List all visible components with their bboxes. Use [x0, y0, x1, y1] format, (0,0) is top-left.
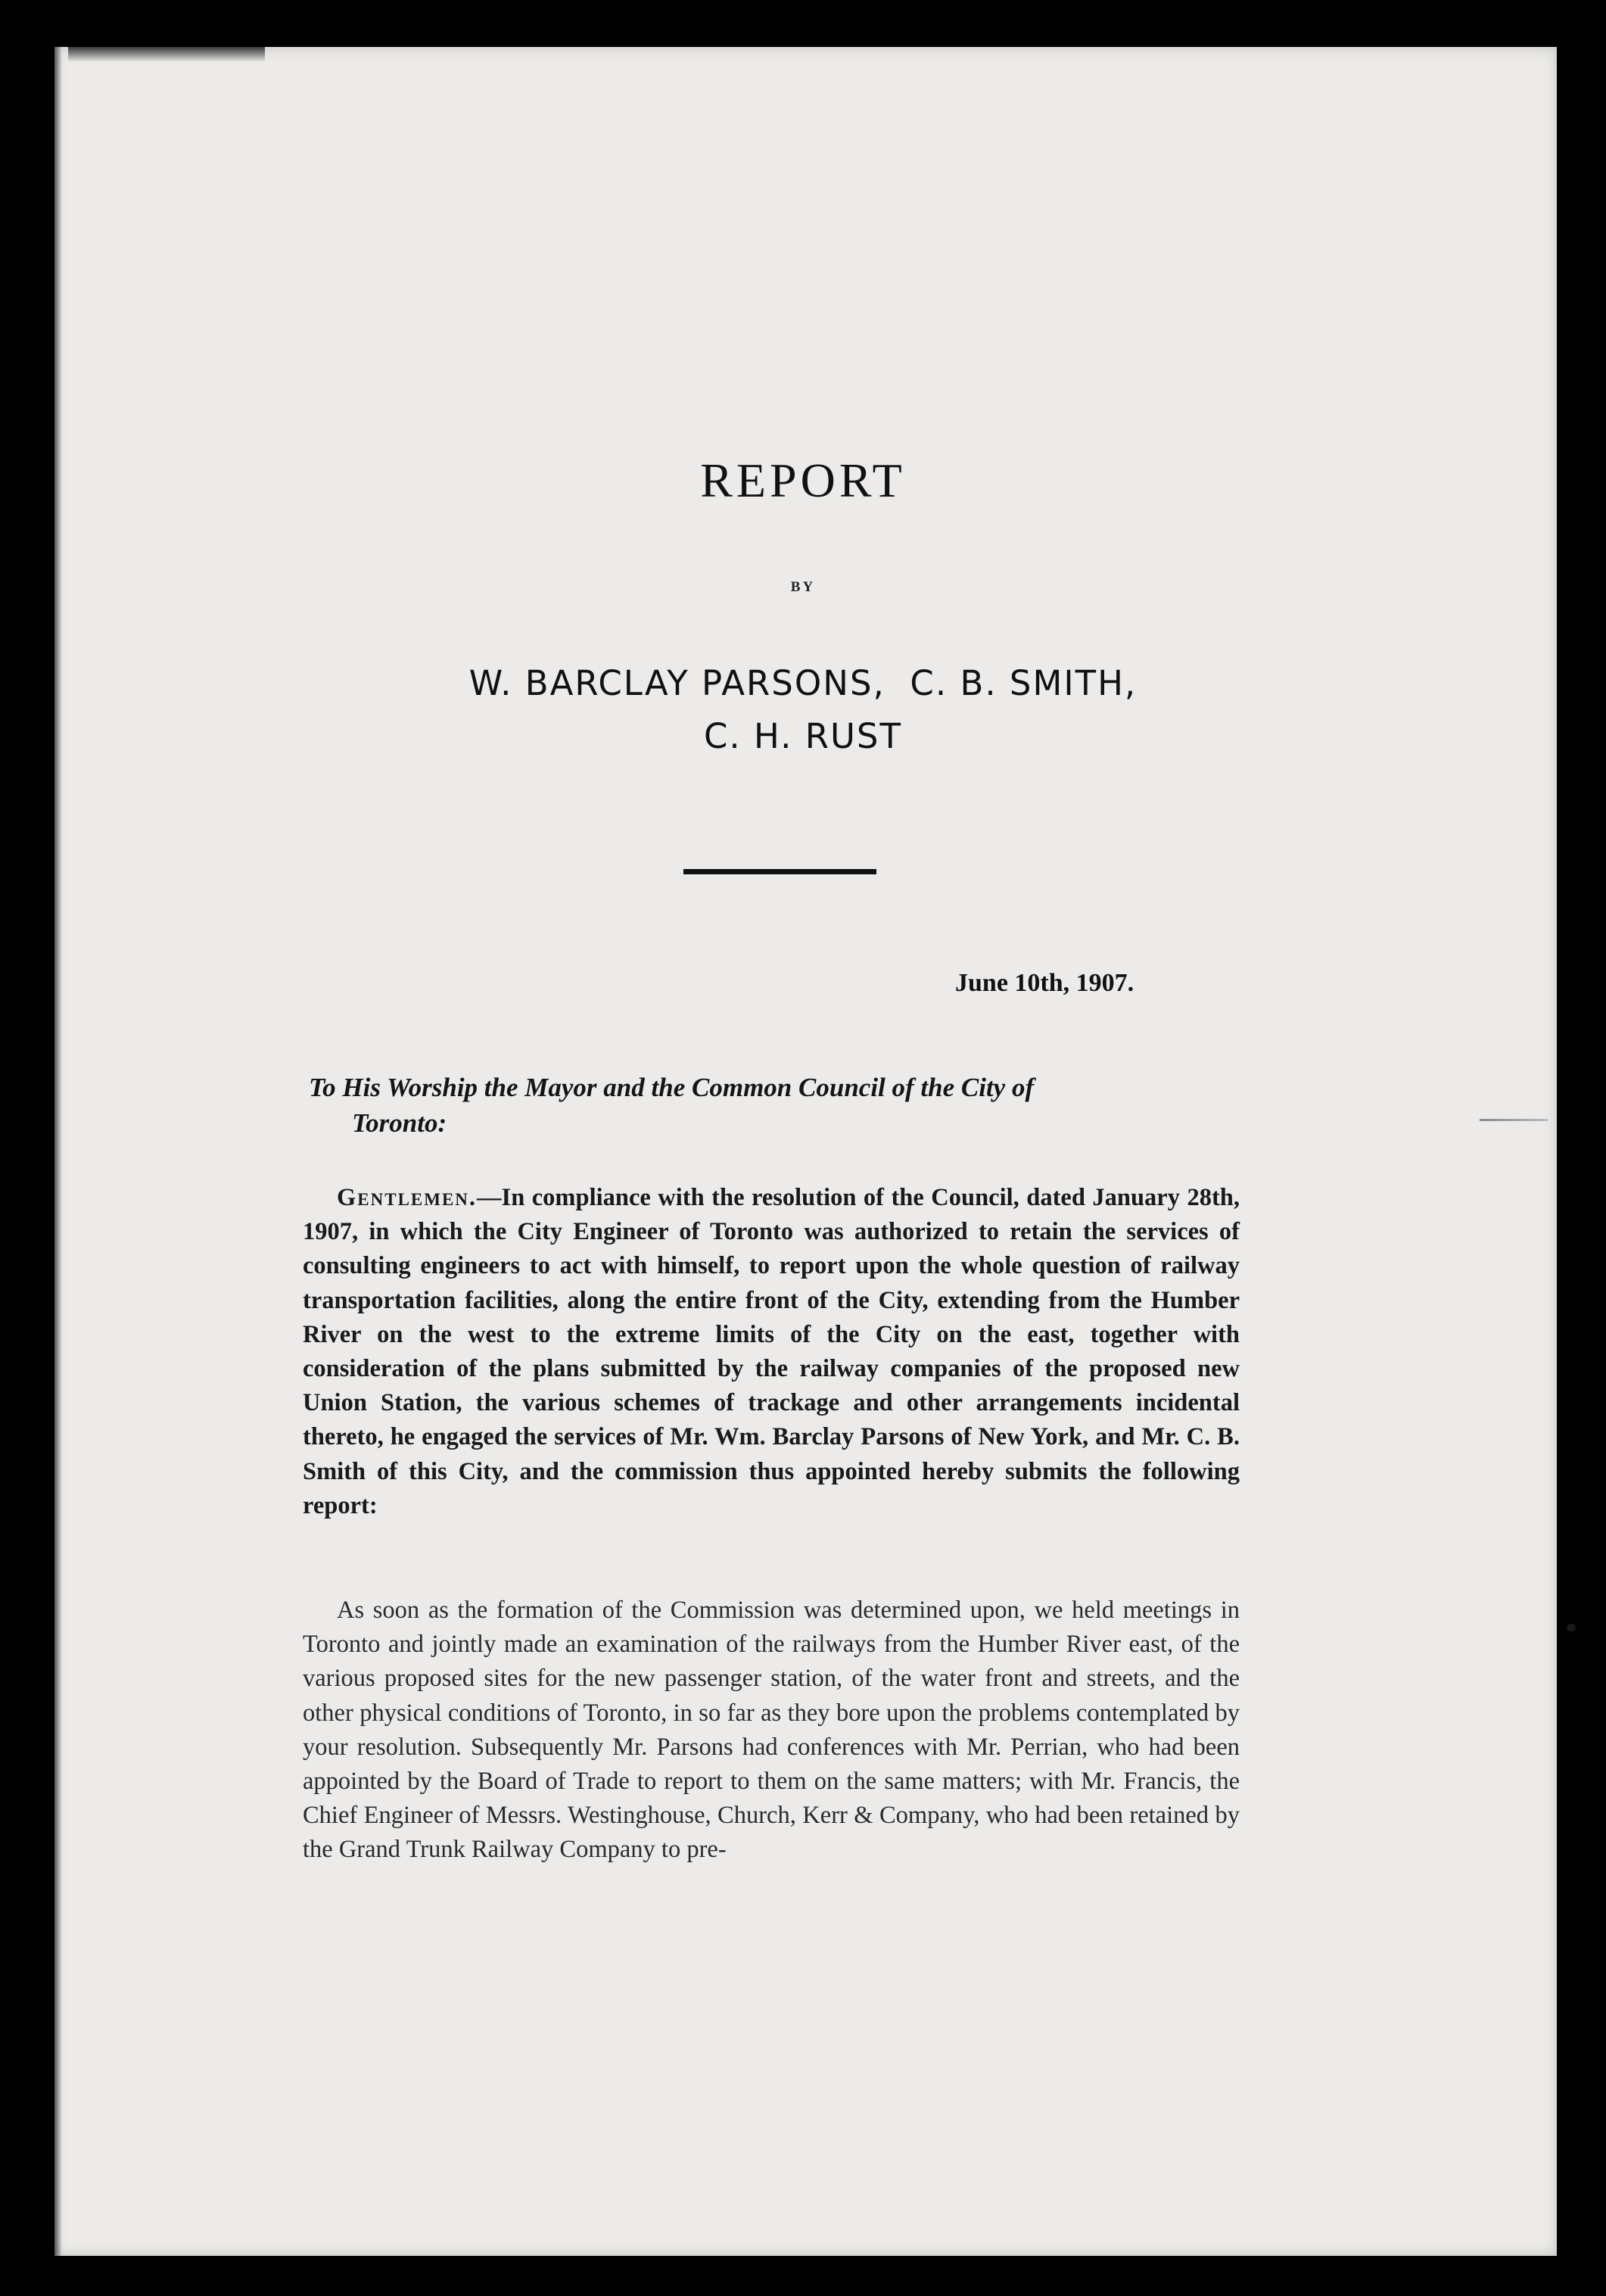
authors-line-1: W. BARCLAY PARSONS, C. B. SMITH, — [468, 663, 1138, 703]
divider-rule — [683, 869, 876, 874]
salutation: Gentlemen. — [337, 1184, 478, 1211]
paper-sheet — [54, 47, 1557, 2256]
paragraph-2: As soon as the formation of the Commission was determined upon, we held meetings in Toronto and jointly made an examination of the railways from the Humber River east, of the various proposed sites for the new passenger station, of the water front and streets, and the other physical conditions of Toronto, in so far as they bore upon the problems contemplated by your resolution. Subsequently Mr. Parsons had conferences with Mr. Perrian, who had been appointed by the Board of Trade to report to them on the same matters; with Mr. Francis, the Chief Engineer of Messrs. Westinghouse, Church, Kerr & Company, who had been retained by the Grand Trunk Railway Company to pre- — [303, 1597, 1240, 1864]
margin-smudge — [1567, 1624, 1576, 1631]
left-edge-shadow — [54, 47, 62, 2256]
paragraph-1-text: —In compliance with the resolution of the Council, dated January 28th, 1907, in which the City Engineer of Toronto was authorized to retain the services of consulting engineers to act with himself, to report upon the whole question of railway transportation facilities, along the entire front of the City, extending from the Humber River on the west to the extreme limits of the City on the east, together with consideration of the plans submitted by the railway companies of the proposed new Union Station, the various schemes of trackage and other arrangements incidental thereto, he engaged the services of Mr. Wm. Barclay Parsons of New York, and Mr. C. B. Smith of this City, and the commission thus appointed hereby submits the following report: — [303, 1184, 1240, 1519]
paragraph-1 — [303, 1181, 1240, 1523]
address-block — [309, 1070, 1247, 1141]
by-label: BY — [790, 579, 816, 595]
address-line-1: To His Worship the Mayor and the Common Council of the City of — [309, 1073, 1035, 1102]
binding-shadow — [68, 47, 265, 62]
margin-mark — [1480, 1119, 1548, 1121]
ink-blot — [0, 2029, 53, 2135]
authors-block — [0, 657, 1606, 763]
address-line-2: Toronto: — [352, 1108, 447, 1138]
authors-line-2: C. H. RUST — [704, 716, 902, 756]
report-date: June 10th, 1907. — [955, 969, 1134, 997]
report-title: REPORT — [700, 453, 906, 507]
